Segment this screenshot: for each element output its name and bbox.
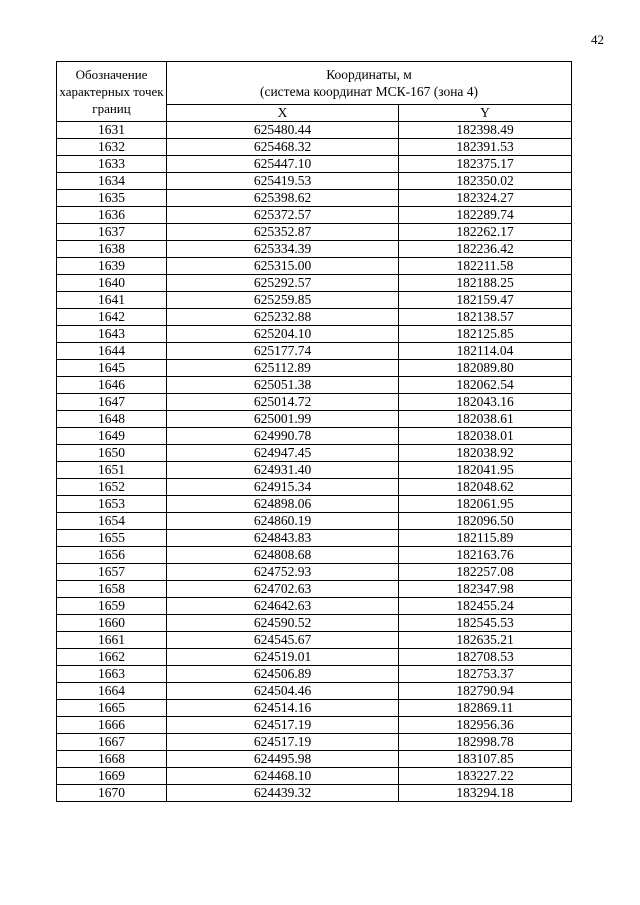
y-coordinate-cell: 182041.95 [399,462,572,479]
x-axis-header: X [167,105,399,122]
point-id-cell: 1660 [57,615,167,632]
y-coordinate-cell: 182391.53 [399,139,572,156]
point-id-cell: 1665 [57,700,167,717]
table-row [57,734,572,751]
point-id-cell: 1654 [57,513,167,530]
x-coordinate-cell: 624947.45 [167,445,399,462]
y-coordinate-cell: 182163.76 [399,547,572,564]
table-row [57,377,572,394]
y-coordinate-cell: 182956.36 [399,717,572,734]
point-id-cell: 1651 [57,462,167,479]
point-id-cell: 1645 [57,360,167,377]
x-coordinate-cell: 624504.46 [167,683,399,700]
table-row [57,309,572,326]
table-row [57,649,572,666]
y-coordinate-cell: 182790.94 [399,683,572,700]
table-row [57,717,572,734]
y-coordinate-cell: 182324.27 [399,190,572,207]
y-coordinate-cell: 182635.21 [399,632,572,649]
point-id-cell: 1633 [57,156,167,173]
x-coordinate-cell: 624468.10 [167,768,399,785]
x-coordinate-cell: 624517.19 [167,717,399,734]
table-row [57,479,572,496]
table-row [57,411,572,428]
point-id-cell: 1635 [57,190,167,207]
point-id-cell: 1631 [57,122,167,139]
table-row [57,768,572,785]
x-coordinate-cell: 624517.19 [167,734,399,751]
table-row [57,275,572,292]
x-coordinate-cell: 625001.99 [167,411,399,428]
table-row [57,547,572,564]
x-coordinate-cell: 624808.68 [167,547,399,564]
point-id-cell: 1653 [57,496,167,513]
point-id-cell: 1656 [57,547,167,564]
point-id-cell: 1658 [57,581,167,598]
table-body [57,122,572,802]
y-coordinate-cell: 182398.49 [399,122,572,139]
point-id-cell: 1644 [57,343,167,360]
y-coordinate-cell: 182038.92 [399,445,572,462]
y-coordinate-cell: 182188.25 [399,275,572,292]
y-coordinate-cell: 182262.17 [399,224,572,241]
point-id-cell: 1650 [57,445,167,462]
y-coordinate-cell: 182455.24 [399,598,572,615]
x-coordinate-cell: 624990.78 [167,428,399,445]
coordinates-table [56,61,572,802]
point-id-cell: 1649 [57,428,167,445]
x-coordinate-cell: 624752.93 [167,564,399,581]
point-id-cell: 1652 [57,479,167,496]
y-coordinate-cell: 182125.85 [399,326,572,343]
y-coordinate-cell: 182114.04 [399,343,572,360]
table-row [57,564,572,581]
table-row [57,139,572,156]
point-id-cell: 1641 [57,292,167,309]
x-coordinate-cell: 624702.63 [167,581,399,598]
point-id-cell: 1667 [57,734,167,751]
x-coordinate-cell: 625204.10 [167,326,399,343]
x-coordinate-cell: 624590.52 [167,615,399,632]
y-coordinate-cell: 182138.57 [399,309,572,326]
y-coordinate-cell: 182062.54 [399,377,572,394]
point-id-cell: 1655 [57,530,167,547]
y-coordinate-cell: 182043.16 [399,394,572,411]
y-coordinate-cell: 182708.53 [399,649,572,666]
y-coordinate-cell: 182289.74 [399,207,572,224]
y-coordinate-cell: 182347.98 [399,581,572,598]
y-coordinate-cell: 182211.58 [399,258,572,275]
table-row [57,360,572,377]
point-id-cell: 1639 [57,258,167,275]
table-row [57,258,572,275]
table-row [57,207,572,224]
table-row [57,496,572,513]
table-row [57,581,572,598]
table-row [57,666,572,683]
x-coordinate-cell: 625334.39 [167,241,399,258]
table-row [57,428,572,445]
point-id-cell: 1636 [57,207,167,224]
table-row [57,292,572,309]
point-id-cell: 1634 [57,173,167,190]
designation-header: Обозначение характерных точек границ [57,62,167,122]
x-coordinate-cell: 625372.57 [167,207,399,224]
point-id-cell: 1669 [57,768,167,785]
x-coordinate-cell: 625112.89 [167,360,399,377]
table-row [57,224,572,241]
table-row [57,241,572,258]
y-coordinate-cell: 182545.53 [399,615,572,632]
y-coordinate-cell: 182236.42 [399,241,572,258]
y-coordinate-cell: 182753.37 [399,666,572,683]
y-coordinate-cell: 183294.18 [399,785,572,802]
x-coordinate-cell: 625398.62 [167,190,399,207]
point-id-cell: 1646 [57,377,167,394]
x-coordinate-cell: 625468.32 [167,139,399,156]
y-coordinate-cell: 182375.17 [399,156,572,173]
y-coordinate-cell: 182061.95 [399,496,572,513]
x-coordinate-cell: 625447.10 [167,156,399,173]
y-coordinate-cell: 182038.61 [399,411,572,428]
point-id-cell: 1638 [57,241,167,258]
x-coordinate-cell: 624843.83 [167,530,399,547]
table-row [57,598,572,615]
table-row [57,530,572,547]
table-row [57,156,572,173]
point-id-cell: 1647 [57,394,167,411]
table-row [57,173,572,190]
point-id-cell: 1648 [57,411,167,428]
point-id-cell: 1661 [57,632,167,649]
page-number: 42 [591,32,604,47]
y-coordinate-cell: 182048.62 [399,479,572,496]
point-id-cell: 1666 [57,717,167,734]
x-coordinate-cell: 625232.88 [167,309,399,326]
x-coordinate-cell: 625292.57 [167,275,399,292]
table-row [57,326,572,343]
table-row [57,445,572,462]
x-coordinate-cell: 625014.72 [167,394,399,411]
table-row [57,751,572,768]
table-row [57,394,572,411]
table-row [57,122,572,139]
y-axis-header: Y [399,105,572,122]
x-coordinate-cell: 625419.53 [167,173,399,190]
x-coordinate-cell: 624860.19 [167,513,399,530]
coordinates-header [167,62,572,105]
table-row [57,700,572,717]
table-row [57,190,572,207]
point-id-cell: 1632 [57,139,167,156]
table-row [57,513,572,530]
x-coordinate-cell: 624495.98 [167,751,399,768]
y-coordinate-cell: 182115.89 [399,530,572,547]
x-coordinate-cell: 624514.16 [167,700,399,717]
y-coordinate-cell: 183227.22 [399,768,572,785]
point-id-cell: 1640 [57,275,167,292]
y-coordinate-cell: 182350.02 [399,173,572,190]
y-coordinate-cell: 182096.50 [399,513,572,530]
y-coordinate-cell: 182038.01 [399,428,572,445]
point-id-cell: 1670 [57,785,167,802]
x-coordinate-cell: 624931.40 [167,462,399,479]
x-coordinate-cell: 624519.01 [167,649,399,666]
table-row [57,615,572,632]
x-coordinate-cell: 625480.44 [167,122,399,139]
table-row [57,785,572,802]
point-id-cell: 1662 [57,649,167,666]
x-coordinate-cell: 624439.32 [167,785,399,802]
y-coordinate-cell: 182159.47 [399,292,572,309]
x-coordinate-cell: 625352.87 [167,224,399,241]
x-coordinate-cell: 624642.63 [167,598,399,615]
table-row [57,683,572,700]
point-id-cell: 1668 [57,751,167,768]
coordinates-title: Координаты, м [326,67,412,82]
x-coordinate-cell: 624545.67 [167,632,399,649]
point-id-cell: 1659 [57,598,167,615]
y-coordinate-cell: 182257.08 [399,564,572,581]
point-id-cell: 1637 [57,224,167,241]
table-row [57,632,572,649]
point-id-cell: 1643 [57,326,167,343]
x-coordinate-cell: 624915.34 [167,479,399,496]
x-coordinate-cell: 624898.06 [167,496,399,513]
point-id-cell: 1663 [57,666,167,683]
y-coordinate-cell: 182998.78 [399,734,572,751]
table-row [57,462,572,479]
x-coordinate-cell: 625051.38 [167,377,399,394]
point-id-cell: 1664 [57,683,167,700]
y-coordinate-cell: 183107.85 [399,751,572,768]
x-coordinate-cell: 624506.89 [167,666,399,683]
coordinate-system: (система координат МСК-167 (зона 4) [259,84,479,99]
x-coordinate-cell: 625177.74 [167,343,399,360]
point-id-cell: 1642 [57,309,167,326]
x-coordinate-cell: 625315.00 [167,258,399,275]
point-id-cell: 1657 [57,564,167,581]
y-coordinate-cell: 182089.80 [399,360,572,377]
x-coordinate-cell: 625259.85 [167,292,399,309]
y-coordinate-cell: 182869.11 [399,700,572,717]
table-row [57,343,572,360]
